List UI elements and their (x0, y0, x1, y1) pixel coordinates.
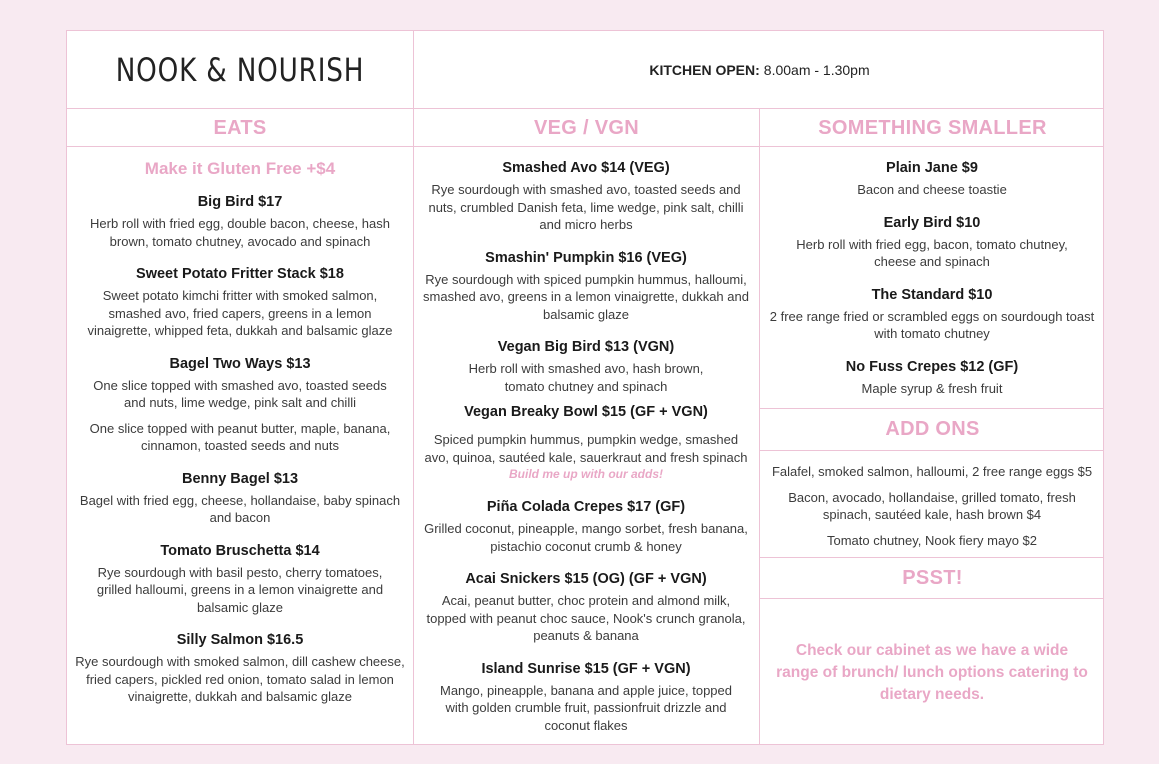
divider (759, 450, 1103, 451)
item-title: Benny Bagel $13 (181, 470, 299, 487)
item-desc: Herb roll with smashed avo, hash brown, tomato chutney and spinach (468, 361, 704, 394)
menu-item (75, 542, 405, 617)
smaller-heading: SOMETHING SMALLER (818, 116, 1047, 139)
item-desc: Maple syrup & fresh fruit (861, 380, 1003, 396)
item-title: Early Bird $10 (883, 214, 981, 231)
item-desc: Rye sourdough with basil pesto, cherry tomatoes, grilled halloumi, greens in a lemon vinaigrette and balsamic glaze (96, 564, 384, 615)
addon-line: Bacon, avocado, hollandaise, grilled tomato, fresh spinach, sautéed kale, hash brown $4 (788, 489, 1076, 522)
item-title: Acai Snickers $15 (OG) (GF + VGN) (465, 571, 707, 587)
item-title: Vegan Breaky Bowl $15 (GF + VGN) (464, 404, 708, 420)
brand-logo: NOOK & NOURISH (115, 50, 365, 89)
addons-heading: ADD ONS (885, 418, 980, 440)
menu-item (423, 660, 749, 735)
eats-heading: EATS (213, 116, 267, 139)
item-desc: Herb roll with fried egg, double bacon, cheese, hash brown, tomato chutney, avocado and spinach (90, 216, 390, 249)
veg-heading: VEG / VGN (534, 116, 639, 139)
menu-item (75, 355, 405, 455)
item-desc: Spiced pumpkin hummus, pumpkin wedge, smashed avo, quinoa, sautéed kale, sauerkraut and fresh spinach (424, 432, 748, 465)
item-desc: Rye sourdough with spiced pumpkin hummus, halloumi, smashed avo, greens in a lemon vinaigrette, dukkah and balsamic glaze (423, 271, 749, 322)
menu-item (769, 286, 1095, 343)
menu-item (423, 570, 749, 645)
menu-item (75, 470, 405, 527)
menu-item (423, 498, 749, 555)
item-title: Vegan Big Bird $13 (VGN) (497, 339, 675, 355)
item-title: Tomato Bruschetta $14 (160, 542, 320, 559)
item-title: Smashed Avo $14 (VEG) (502, 160, 670, 176)
addons-list (769, 463, 1095, 557)
item-title: Silly Salmon $16.5 (176, 632, 304, 648)
item-desc: Bagel with fried egg, cheese, hollandaise, baby spinach and bacon (79, 492, 401, 525)
item-title: The Standard $10 (871, 286, 993, 303)
item-title: Plain Jane $9 (886, 160, 978, 176)
addon-line: Falafel, smoked salmon, halloumi, 2 free range eggs $5 (771, 464, 1093, 479)
psst-message: Check our cabinet as we have a wide range of brunch/ lunch options catering to dietary needs. (776, 642, 1088, 703)
item-desc: Herb roll with fried egg, bacon, tomato chutney, cheese and spinach (796, 236, 1068, 269)
menu-sheet (66, 30, 1104, 745)
item-desc: Sweet potato kimchi fritter with smoked salmon, smashed avo, fried capers, greens in a lemon vinaigrette, whipped feta, dukkah and balsamic glaze (87, 288, 393, 338)
item-title: Big Bird $17 (197, 194, 283, 210)
psst-heading: PSST! (902, 566, 963, 589)
item-title: No Fuss Crepes $12 (GF) (845, 358, 1019, 375)
menu-item (75, 265, 405, 340)
menu-item (769, 358, 1095, 398)
menu-item (423, 403, 749, 483)
menu-item (769, 159, 1095, 199)
menu-item (423, 249, 749, 324)
kitchen-hours (414, 31, 1105, 108)
item-desc: One slice topped with peanut butter, maple, banana, cinnamon, toasted seeds and nuts (89, 420, 391, 453)
item-desc: Grilled coconut, pineapple, mango sorbet, fresh banana, pistachio coconut crumb & honey (424, 521, 748, 554)
menu-item (769, 214, 1095, 271)
item-title: Sweet Potato Fritter Stack $18 (136, 266, 344, 282)
addon-line: Tomato chutney, Nook fiery mayo $2 (826, 532, 1038, 548)
menu-item (423, 159, 749, 234)
gluten-free-note: Make it Gluten Free +$4 (144, 159, 336, 178)
build-up-note: Build me up with our adds! (509, 467, 663, 481)
eats-column (75, 159, 405, 721)
item-desc: Rye sourdough with smashed avo, toasted seeds and nuts, crumbled Danish feta, lime wedge, pink salt, chilli and micro herbs (428, 182, 744, 232)
item-desc: One slice topped with smashed avo, toasted seeds and nuts, lime wedge, pink salt and chilli (93, 377, 387, 410)
menu-item (75, 631, 405, 706)
item-desc: Acai, peanut butter, choc protein and almond milk, topped with peanut choc sauce, Nook's crunch granola, peanuts & banana (426, 593, 746, 643)
smaller-column (769, 159, 1095, 412)
kitchen-time: 8.00am - 1.30pm (763, 61, 870, 78)
item-title: Piña Colada Crepes $17 (GF) (486, 499, 686, 515)
item-title: Smashin' Pumpkin $16 (VEG) (485, 249, 687, 266)
item-desc: Bacon and cheese toastie (857, 182, 1007, 197)
item-desc: Mango, pineapple, banana and apple juice, topped with golden crumble fruit, passionfruit drizzle and coconut flakes (439, 682, 733, 733)
menu-item (75, 193, 405, 250)
menu-item (423, 338, 749, 395)
divider (759, 598, 1103, 599)
kitchen-label: KITCHEN OPEN: (649, 61, 760, 78)
item-desc: Rye sourdough with smoked salmon, dill cashew cheese, fried capers, pickled red onion, tomato salad in lemon vinaigrette, dukkah and balsamic glaze (75, 654, 405, 704)
item-desc: 2 free range fried or scrambled eggs on sourdough toast with tomato chutney (769, 308, 1095, 341)
item-title: Bagel Two Ways $13 (169, 355, 311, 372)
item-title: Island Sunrise $15 (GF + VGN) (481, 660, 691, 677)
veg-column (423, 159, 749, 749)
